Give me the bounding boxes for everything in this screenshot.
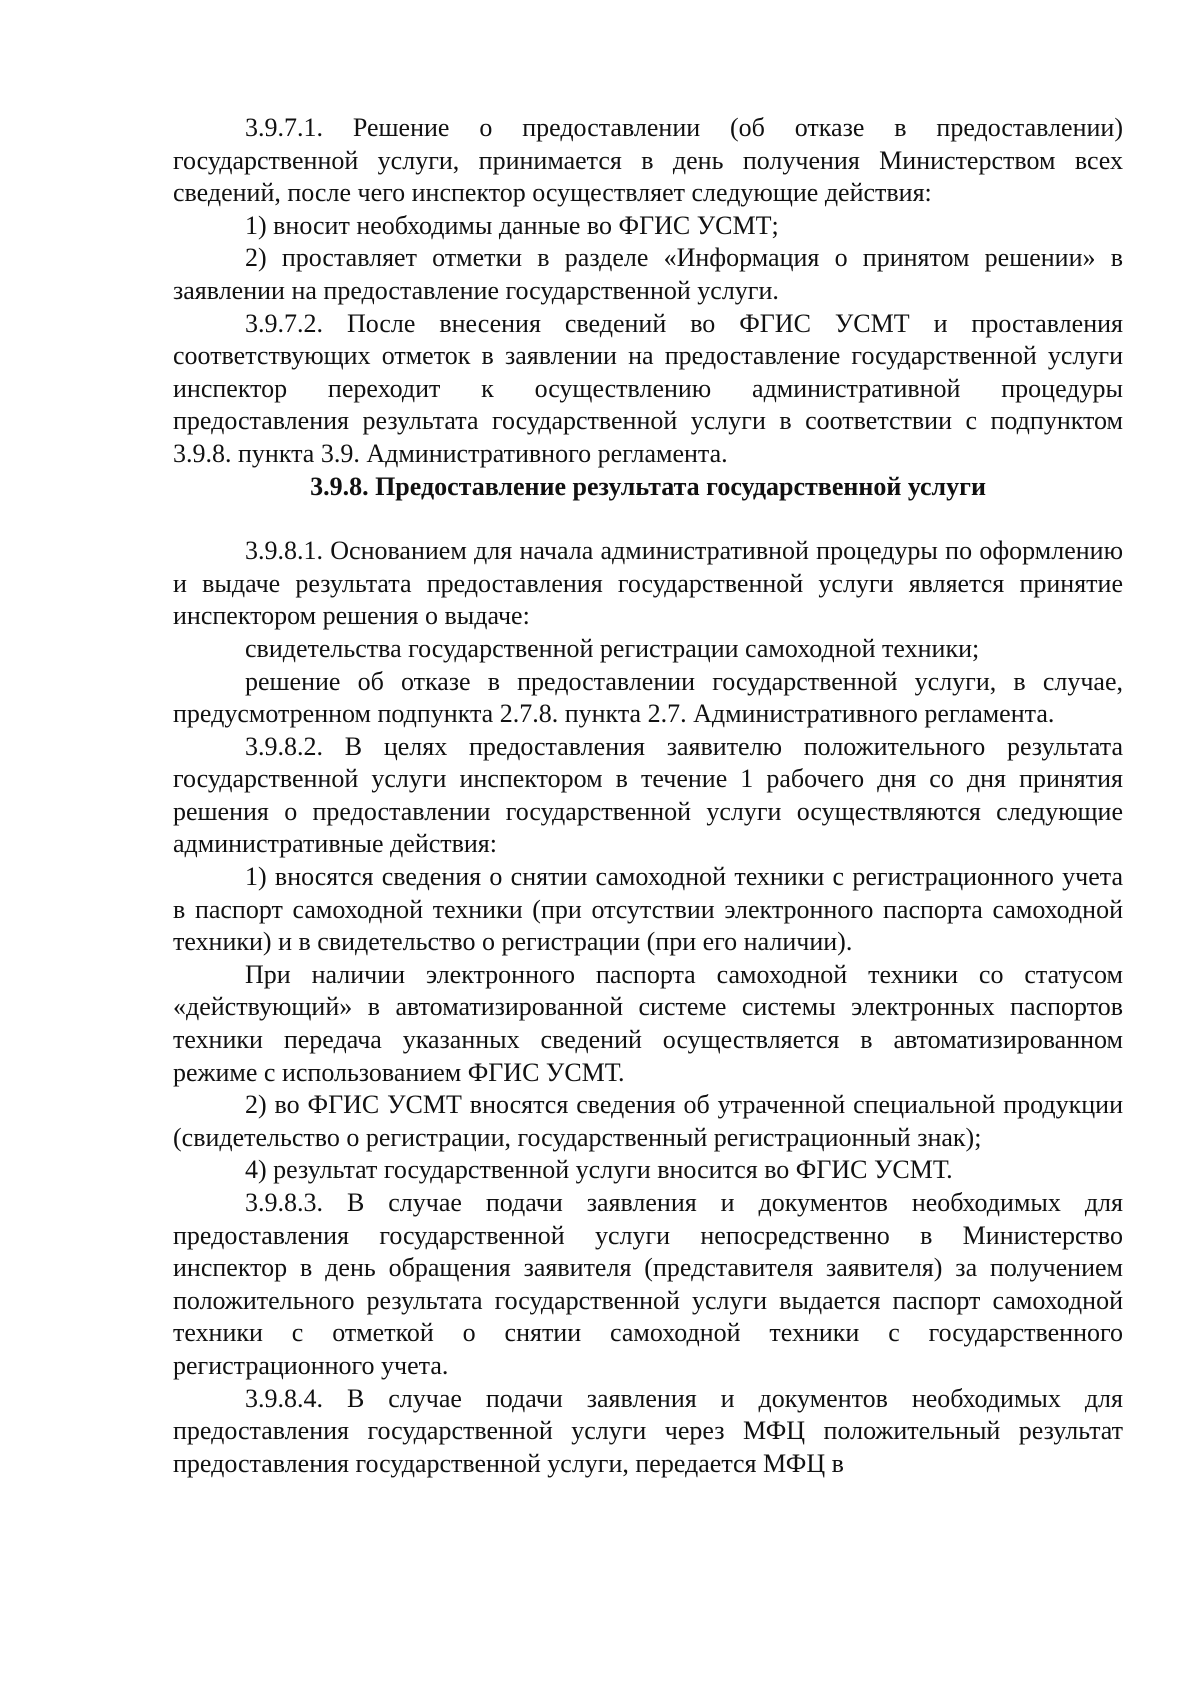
list-item-refusal: решение об отказе в предоставлении государственной услуги, в случае, предусмотренном подпункта 2.7.8. пункта 2.7. Административного регламента. (173, 666, 1123, 729)
paragraph-electronic-passport: При наличии электронного паспорта самоходной техники со статусом «действующий» в автоматизированной системе системы электронных паспортов техники передача указанных сведений осуществляется в автоматизированном режиме с использованием ФГИС УСМТ. (173, 959, 1123, 1087)
list-item-action-4: 4) результат государственной услуги вносится во ФГИС УСМТ. (245, 1155, 953, 1185)
paragraph-3-9-7-1: 3.9.7.1. Решение о предоставлении (об отказе в предоставлении) государственной услуги, принимается в день получения Министерством всех сведений, после чего инспектор осуществляет следующие действия: (173, 113, 1123, 208)
list-item-action-2: 2) во ФГИС УСМТ вносятся сведения об утраченной специальной продукции (свидетельство о регистрации, государственный регистрационный знак); (173, 1090, 1123, 1152)
list-item-1: 1) вносит необходимы данные во ФГИС УСМТ; (245, 210, 779, 240)
paragraph-3-9-8-1: 3.9.8.1. Основанием для начала административной процедуры по оформлению и выдаче результата предоставления государственной услуги является принятие инспектором решения о выдаче: (173, 536, 1123, 631)
paragraph-3-9-8-3: 3.9.8.3. В случае подачи заявления и документов необходимых для предоставления государственной услуги непосредственно в Министерство инспектор в день обращения заявителя (представителя заявителя) за получением положительного результата государственной услуги выдается паспорт самоходной техники с отметкой о снятии самоходной техники с государственного регистрационного учета. (173, 1188, 1123, 1380)
paragraph-3-9-7-2: 3.9.7.2. После внесения сведений во ФГИС УСМТ и проставления соответствующих отметок в заявлении на предоставление государственной услуги инспектор переходит к осуществлению административной процедуры предоставления результата государственной услуги в соответствии с подпунктом 3.9.8. пункта 3.9. Административного регламента. (173, 308, 1123, 468)
list-item-2: 2) проставляет отметки в разделе «Информация о принятом решении» в заявлении на предоставление государственной услуги. (173, 243, 1123, 305)
section-heading: 3.9.8. Предоставление результата государственной услуги (310, 471, 986, 501)
list-item-action-1: 1) вносятся сведения о снятии самоходной техники с регистрационного учета в паспорт самоходной техники (при отсутствии электронного паспорта самоходной техники) и в свидетельство о регистрации (при его наличии). (173, 862, 1123, 957)
document-page (173, 112, 1123, 1480)
list-item-certificate: свидетельства государственной регистрации самоходной техники; (245, 633, 980, 663)
paragraph-3-9-8-2: 3.9.8.2. В целях предоставления заявителю положительного результата государственной услуги инспектором в течение 1 рабочего дня со дня принятия решения о предоставлении государственной услуги осуществляются следующие административные действия: (173, 731, 1123, 859)
paragraph-3-9-8-4: 3.9.8.4. В случае подачи заявления и документов необходимых для предоставления государственной услуги через МФЦ положительный результат предоставления государственной услуги, передается МФЦ в (173, 1383, 1123, 1478)
